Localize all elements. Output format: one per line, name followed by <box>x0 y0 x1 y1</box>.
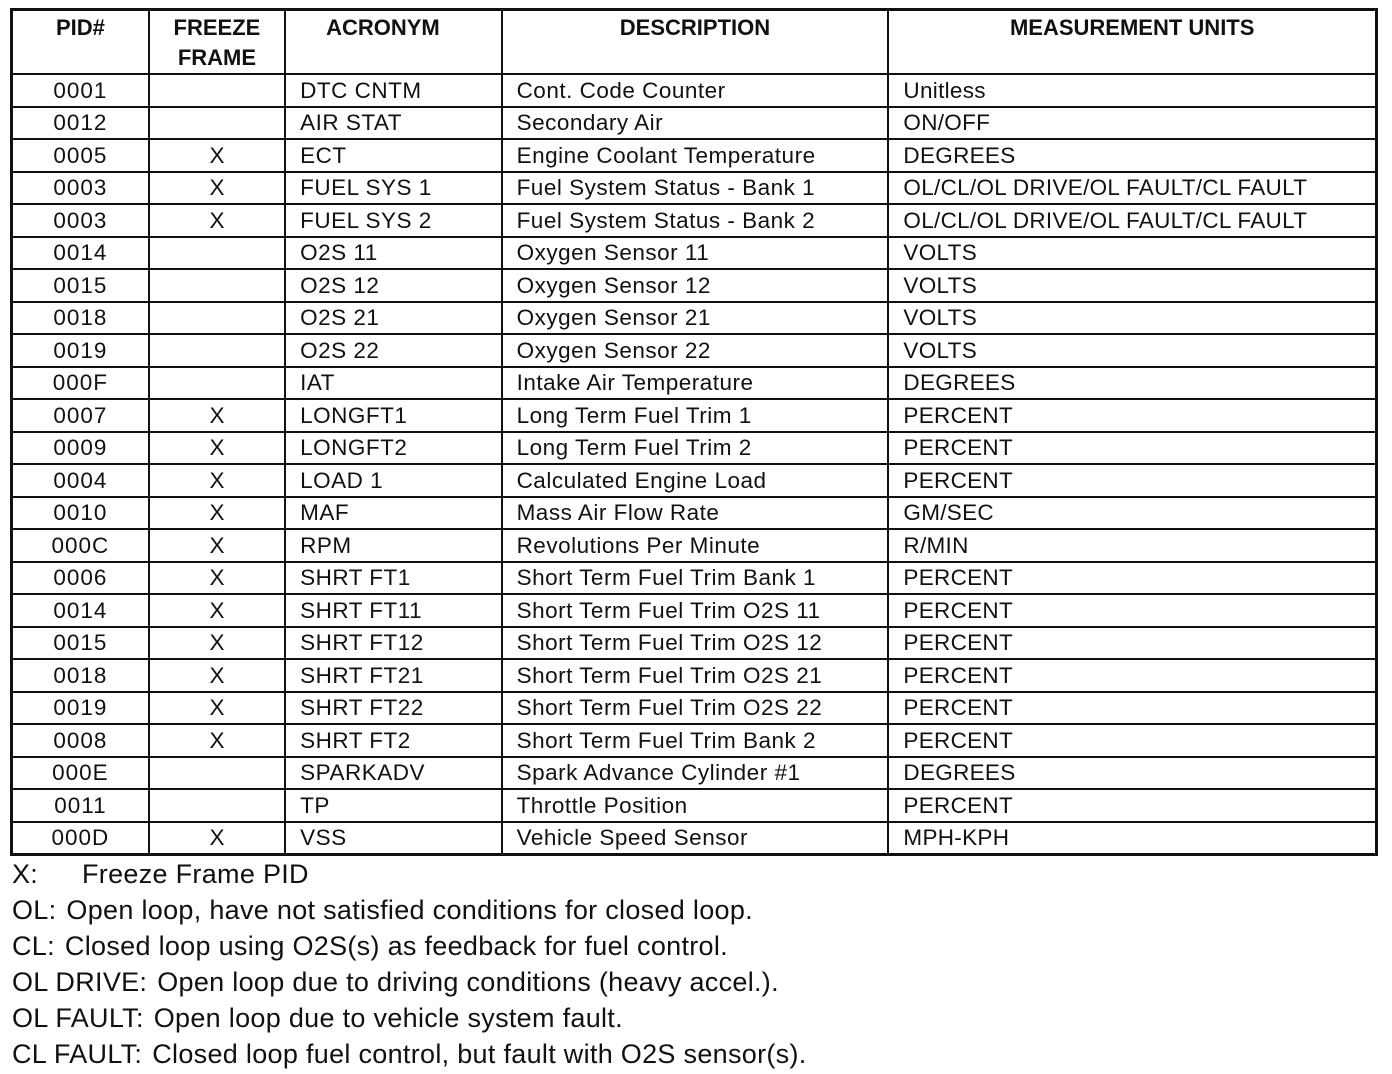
cell-freeze-frame: X <box>149 562 285 595</box>
cell-units: PERCENT <box>888 399 1376 432</box>
note-term: X: <box>12 859 39 889</box>
cell-freeze-frame: X <box>149 464 285 497</box>
cell-pid: 0015 <box>12 627 149 660</box>
cell-pid: 0007 <box>12 399 149 432</box>
cell-acronym: LONGFT1 <box>285 399 501 432</box>
note-text: Open loop, have not satisfied conditions for closed loop. <box>66 895 753 925</box>
cell-units: VOLTS <box>888 237 1376 270</box>
cell-acronym: VSS <box>285 822 501 855</box>
cell-description: Oxygen Sensor 11 <box>502 237 889 270</box>
cell-acronym: FUEL SYS 2 <box>285 204 501 237</box>
cell-description: Short Term Fuel Trim O2S 22 <box>502 692 889 725</box>
cell-description: Spark Advance Cylinder #1 <box>502 757 889 790</box>
table-row <box>12 692 1377 725</box>
cell-freeze-frame: X <box>149 724 285 757</box>
cell-acronym: ECT <box>285 139 501 172</box>
cell-pid: 0010 <box>12 497 149 530</box>
header-pid: PID# <box>12 10 149 75</box>
cell-pid: 0015 <box>12 269 149 302</box>
pid-table <box>10 8 1378 856</box>
cell-acronym: O2S 21 <box>285 302 501 335</box>
cell-units: OL/CL/OL DRIVE/OL FAULT/CL FAULT <box>888 204 1376 237</box>
table-row <box>12 789 1377 822</box>
table-header <box>12 10 1377 75</box>
cell-acronym: O2S 11 <box>285 237 501 270</box>
cell-description: Calculated Engine Load <box>502 464 889 497</box>
table-row <box>12 562 1377 595</box>
cell-units: PERCENT <box>888 594 1376 627</box>
cell-freeze-frame <box>149 757 285 790</box>
table-row <box>12 399 1377 432</box>
cell-pid: 0019 <box>12 692 149 725</box>
cell-pid: 0001 <box>12 74 149 107</box>
header-description: DESCRIPTION <box>502 10 889 75</box>
header-acronym: ACRONYM <box>285 10 501 75</box>
note-text: Closed loop fuel control, but fault with O2S sensor(s). <box>152 1039 807 1069</box>
cell-acronym: AIR STAT <box>285 107 501 140</box>
note-text: Freeze Frame PID <box>82 859 309 889</box>
cell-units: PERCENT <box>888 562 1376 595</box>
table-row <box>12 237 1377 270</box>
cell-pid: 0003 <box>12 204 149 237</box>
table-row <box>12 302 1377 335</box>
cell-acronym: SHRT FT12 <box>285 627 501 660</box>
note-term: CL: <box>12 931 55 961</box>
cell-pid: 0009 <box>12 432 149 465</box>
cell-description: Engine Coolant Temperature <box>502 139 889 172</box>
header-measurement-units: MEASUREMENT UNITS <box>888 10 1376 75</box>
cell-pid: 0018 <box>12 302 149 335</box>
cell-units: R/MIN <box>888 529 1376 562</box>
cell-pid: 0014 <box>12 237 149 270</box>
table-row <box>12 594 1377 627</box>
cell-description: Short Term Fuel Trim O2S 21 <box>502 659 889 692</box>
cell-units: Unitless <box>888 74 1376 107</box>
cell-description: Short Term Fuel Trim O2S 11 <box>502 594 889 627</box>
cell-description: Long Term Fuel Trim 2 <box>502 432 889 465</box>
cell-freeze-frame <box>149 269 285 302</box>
cell-acronym: SHRT FT1 <box>285 562 501 595</box>
note-term: OL DRIVE: <box>12 967 148 997</box>
cell-description: Fuel System Status - Bank 1 <box>502 172 889 205</box>
table-row <box>12 107 1377 140</box>
note-line <box>12 892 1372 928</box>
cell-pid: 0003 <box>12 172 149 205</box>
cell-units: MPH-KPH <box>888 822 1376 855</box>
table-row <box>12 334 1377 367</box>
table-row <box>12 464 1377 497</box>
note-line <box>12 856 1372 892</box>
cell-description: Secondary Air <box>502 107 889 140</box>
cell-acronym: MAF <box>285 497 501 530</box>
cell-description: Throttle Position <box>502 789 889 822</box>
cell-acronym: LONGFT2 <box>285 432 501 465</box>
cell-description: Cont. Code Counter <box>502 74 889 107</box>
cell-units: PERCENT <box>888 724 1376 757</box>
cell-freeze-frame: X <box>149 692 285 725</box>
cell-units: VOLTS <box>888 302 1376 335</box>
note-text: Open loop due to driving conditions (heavy accel.). <box>157 967 779 997</box>
cell-acronym: DTC CNTM <box>285 74 501 107</box>
cell-freeze-frame: X <box>149 659 285 692</box>
cell-units: DEGREES <box>888 757 1376 790</box>
cell-description: Oxygen Sensor 12 <box>502 269 889 302</box>
cell-description: Mass Air Flow Rate <box>502 497 889 530</box>
cell-freeze-frame <box>149 237 285 270</box>
cell-units: PERCENT <box>888 659 1376 692</box>
cell-acronym: TP <box>285 789 501 822</box>
table-row <box>12 172 1377 205</box>
cell-freeze-frame: X <box>149 594 285 627</box>
cell-freeze-frame: X <box>149 399 285 432</box>
note-line <box>12 928 1372 964</box>
table-row <box>12 822 1377 855</box>
cell-units: PERCENT <box>888 627 1376 660</box>
cell-freeze-frame <box>149 74 285 107</box>
cell-units: DEGREES <box>888 139 1376 172</box>
cell-freeze-frame: X <box>149 432 285 465</box>
table-row <box>12 497 1377 530</box>
table-row <box>12 724 1377 757</box>
note-term: CL FAULT: <box>12 1039 143 1069</box>
note-text: Open loop due to vehicle system fault. <box>153 1003 623 1033</box>
cell-acronym: SHRT FT2 <box>285 724 501 757</box>
cell-pid: 000C <box>12 529 149 562</box>
cell-freeze-frame: X <box>149 627 285 660</box>
cell-description: Revolutions Per Minute <box>502 529 889 562</box>
cell-acronym: SHRT FT11 <box>285 594 501 627</box>
header-row <box>12 10 1377 75</box>
note-text: Closed loop using O2S(s) as feedback for fuel control. <box>64 931 728 961</box>
legend-notes <box>12 856 1372 1072</box>
cell-pid: 0019 <box>12 334 149 367</box>
cell-description: Oxygen Sensor 21 <box>502 302 889 335</box>
cell-freeze-frame: X <box>149 172 285 205</box>
cell-pid: 0004 <box>12 464 149 497</box>
header-freeze-line1: FREEZE <box>173 15 261 40</box>
cell-freeze-frame: X <box>149 139 285 172</box>
cell-freeze-frame: X <box>149 529 285 562</box>
cell-freeze-frame: X <box>149 204 285 237</box>
cell-pid: 0011 <box>12 789 149 822</box>
cell-description: Vehicle Speed Sensor <box>502 822 889 855</box>
note-line <box>12 1036 1372 1072</box>
cell-units: PERCENT <box>888 789 1376 822</box>
cell-description: Short Term Fuel Trim O2S 12 <box>502 627 889 660</box>
table-row <box>12 627 1377 660</box>
cell-description: Oxygen Sensor 22 <box>502 334 889 367</box>
cell-freeze-frame <box>149 367 285 400</box>
cell-description: Long Term Fuel Trim 1 <box>502 399 889 432</box>
table-row <box>12 757 1377 790</box>
cell-pid: 000E <box>12 757 149 790</box>
cell-pid: 0012 <box>12 107 149 140</box>
cell-description: Short Term Fuel Trim Bank 2 <box>502 724 889 757</box>
cell-freeze-frame <box>149 334 285 367</box>
table-row <box>12 139 1377 172</box>
table-row <box>12 659 1377 692</box>
cell-units: VOLTS <box>888 269 1376 302</box>
cell-acronym: O2S 12 <box>285 269 501 302</box>
note-term: OL: <box>12 895 57 925</box>
cell-acronym: SHRT FT21 <box>285 659 501 692</box>
cell-freeze-frame: X <box>149 497 285 530</box>
header-freeze-line2: FRAME <box>177 45 257 70</box>
cell-pid: 000F <box>12 367 149 400</box>
cell-units: PERCENT <box>888 432 1376 465</box>
cell-acronym: SHRT FT22 <box>285 692 501 725</box>
cell-acronym: FUEL SYS 1 <box>285 172 501 205</box>
cell-units: VOLTS <box>888 334 1376 367</box>
cell-acronym: RPM <box>285 529 501 562</box>
cell-units: GM/SEC <box>888 497 1376 530</box>
cell-units: DEGREES <box>888 367 1376 400</box>
note-line <box>12 964 1372 1000</box>
cell-pid: 0018 <box>12 659 149 692</box>
cell-acronym: LOAD 1 <box>285 464 501 497</box>
cell-acronym: O2S 22 <box>285 334 501 367</box>
cell-freeze-frame <box>149 302 285 335</box>
cell-pid: 0006 <box>12 562 149 595</box>
table-row <box>12 269 1377 302</box>
table-row <box>12 204 1377 237</box>
cell-description: Fuel System Status - Bank 2 <box>502 204 889 237</box>
cell-units: PERCENT <box>888 692 1376 725</box>
table-row <box>12 367 1377 400</box>
note-line <box>12 1000 1372 1036</box>
cell-pid: 0014 <box>12 594 149 627</box>
cell-freeze-frame <box>149 789 285 822</box>
table-body <box>12 74 1377 855</box>
header-freeze-frame <box>149 10 285 75</box>
cell-pid: 0008 <box>12 724 149 757</box>
cell-acronym: IAT <box>285 367 501 400</box>
cell-pid: 0005 <box>12 139 149 172</box>
cell-units: OL/CL/OL DRIVE/OL FAULT/CL FAULT <box>888 172 1376 205</box>
cell-pid: 000D <box>12 822 149 855</box>
cell-freeze-frame: X <box>149 822 285 855</box>
table-row <box>12 529 1377 562</box>
cell-description: Intake Air Temperature <box>502 367 889 400</box>
cell-units: ON/OFF <box>888 107 1376 140</box>
cell-units: PERCENT <box>888 464 1376 497</box>
cell-freeze-frame <box>149 107 285 140</box>
table-row <box>12 432 1377 465</box>
cell-acronym: SPARKADV <box>285 757 501 790</box>
cell-description: Short Term Fuel Trim Bank 1 <box>502 562 889 595</box>
note-term: OL FAULT: <box>12 1003 144 1033</box>
table-row <box>12 74 1377 107</box>
